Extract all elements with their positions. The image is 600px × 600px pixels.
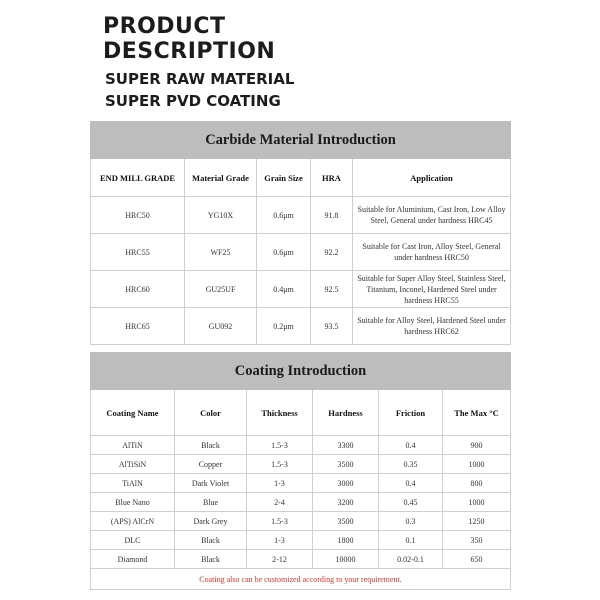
table-cell: 92.5 bbox=[311, 271, 353, 308]
table-cell: GU092 bbox=[185, 308, 257, 345]
subheading bbox=[105, 68, 294, 112]
table-cell: 0.2μm bbox=[257, 308, 311, 345]
table-cell: 1250 bbox=[443, 512, 511, 531]
table-cell: HRC60 bbox=[91, 271, 185, 308]
carbide-material-table bbox=[90, 121, 511, 345]
table-cell: Dark Violet bbox=[175, 474, 247, 493]
table-cell: 0.6μm bbox=[257, 234, 311, 271]
table-cell: DLC bbox=[91, 531, 175, 550]
table-row bbox=[91, 455, 511, 474]
table-cell: 900 bbox=[443, 436, 511, 455]
table-row bbox=[91, 436, 511, 455]
table-cell: Blue Nano bbox=[91, 493, 175, 512]
subheading-line-1: SUPER RAW MATERIAL bbox=[105, 70, 295, 88]
column-header: Application bbox=[353, 159, 511, 197]
table-cell: Black bbox=[175, 436, 247, 455]
table-row bbox=[91, 550, 511, 569]
table-row bbox=[91, 512, 511, 531]
table-cell: 0.45 bbox=[379, 493, 443, 512]
table-cell: 2-4 bbox=[247, 493, 313, 512]
table-row bbox=[91, 474, 511, 493]
table-row bbox=[91, 197, 511, 234]
column-header: Friction bbox=[379, 390, 443, 436]
table-cell: AlTiN bbox=[91, 436, 175, 455]
table-cell: Dark Grey bbox=[175, 512, 247, 531]
table-cell: 0.4 bbox=[379, 436, 443, 455]
table-cell: Suitable for Super Alloy Steel, Stainless Steel, Titanium, Inconel, Hardened Steel under hardness HRC55 bbox=[353, 271, 511, 308]
table-cell: 10000 bbox=[313, 550, 379, 569]
table-cell: HRC65 bbox=[91, 308, 185, 345]
carbide-table-title: Carbide Material Introduction bbox=[91, 122, 511, 159]
table-cell: WF25 bbox=[185, 234, 257, 271]
column-header: Grain Size bbox=[257, 159, 311, 197]
table-cell: HRC55 bbox=[91, 234, 185, 271]
table-cell: 1-3 bbox=[247, 531, 313, 550]
heading-line-2: DESCRIPTION bbox=[103, 39, 276, 64]
table-cell: TiAlN bbox=[91, 474, 175, 493]
product-description-heading bbox=[103, 14, 275, 64]
table-cell: Suitable for Alloy Steel, Hardened Steel under hardness HRC62 bbox=[353, 308, 511, 345]
table-cell: AlTiSiN bbox=[91, 455, 175, 474]
column-header: Hardness bbox=[313, 390, 379, 436]
table-cell: Blue bbox=[175, 493, 247, 512]
table-cell: 350 bbox=[443, 531, 511, 550]
table-cell: 3500 bbox=[313, 455, 379, 474]
table-cell: 0.3 bbox=[379, 512, 443, 531]
table-cell: YG10X bbox=[185, 197, 257, 234]
table-cell: 1-3 bbox=[247, 474, 313, 493]
table-cell: 0.4μm bbox=[257, 271, 311, 308]
table-cell: 91.8 bbox=[311, 197, 353, 234]
table-cell: 0.02-0.1 bbox=[379, 550, 443, 569]
table-cell: 650 bbox=[443, 550, 511, 569]
table-cell: Diamond bbox=[91, 550, 175, 569]
table-cell: 0.4 bbox=[379, 474, 443, 493]
table-cell: 0.35 bbox=[379, 455, 443, 474]
column-header: Coating Name bbox=[91, 390, 175, 436]
table-cell: Black bbox=[175, 531, 247, 550]
table-cell: 92.2 bbox=[311, 234, 353, 271]
table-cell: 1000 bbox=[443, 493, 511, 512]
table-cell: 3300 bbox=[313, 436, 379, 455]
heading-line-1: PRODUCT bbox=[103, 14, 226, 39]
column-header: The Max °C bbox=[443, 390, 511, 436]
table-cell: Black bbox=[175, 550, 247, 569]
coating-table-title: Coating Introduction bbox=[91, 353, 511, 390]
table-cell: 2-12 bbox=[247, 550, 313, 569]
table-row bbox=[91, 308, 511, 345]
table-cell: Suitable for Aluminium, Cast Iron, Low Alloy Steel, General under hardness HRC45 bbox=[353, 197, 511, 234]
table-cell: 3200 bbox=[313, 493, 379, 512]
table-cell: 93.5 bbox=[311, 308, 353, 345]
subheading-line-2: SUPER PVD COATING bbox=[105, 92, 281, 110]
customization-note: Coating also can be customized according to your requirement. bbox=[91, 569, 511, 590]
table-cell: HRC50 bbox=[91, 197, 185, 234]
table-cell: 1.5-3 bbox=[247, 455, 313, 474]
table-row bbox=[91, 493, 511, 512]
table-cell: 800 bbox=[443, 474, 511, 493]
column-header: HRA bbox=[311, 159, 353, 197]
table-cell: 1800 bbox=[313, 531, 379, 550]
table-cell: 3000 bbox=[313, 474, 379, 493]
table-row bbox=[91, 234, 511, 271]
coating-table bbox=[90, 352, 511, 590]
table-cell: (APS) AlCrN bbox=[91, 512, 175, 531]
table-cell: 1.5-3 bbox=[247, 436, 313, 455]
table-cell: Copper bbox=[175, 455, 247, 474]
column-header: Material Grade bbox=[185, 159, 257, 197]
table-cell: 0.1 bbox=[379, 531, 443, 550]
table-cell: 0.6μm bbox=[257, 197, 311, 234]
table-row bbox=[91, 531, 511, 550]
table-cell: 3500 bbox=[313, 512, 379, 531]
table-cell: 1.5-3 bbox=[247, 512, 313, 531]
table-cell: 1000 bbox=[443, 455, 511, 474]
column-header: END MILL GRADE bbox=[91, 159, 185, 197]
table-cell: GU25UF bbox=[185, 271, 257, 308]
table-row bbox=[91, 271, 511, 308]
column-header: Color bbox=[175, 390, 247, 436]
column-header: Thickness bbox=[247, 390, 313, 436]
table-cell: Suitable for Cast Iron, Alloy Steel, General under hardness HRC50 bbox=[353, 234, 511, 271]
